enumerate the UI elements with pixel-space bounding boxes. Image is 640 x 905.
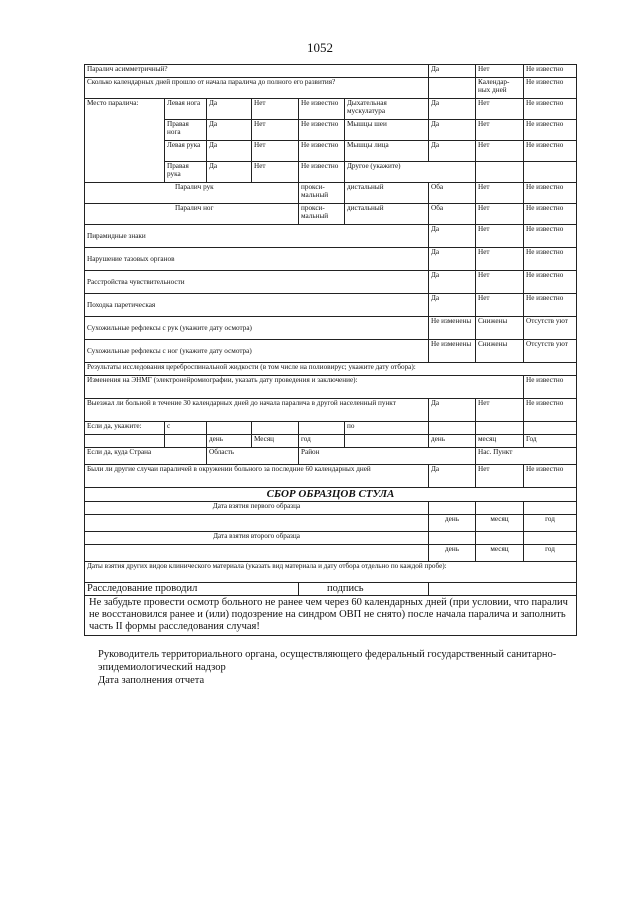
option-no[interactable]: Нет [476, 248, 524, 271]
row-second-sample [85, 532, 577, 545]
option-unknown[interactable]: Не известно [524, 399, 577, 422]
option-yes[interactable]: Да [429, 99, 476, 120]
label-day: день [429, 515, 476, 532]
option-both[interactable]: Оба [429, 183, 476, 204]
first-sample-day[interactable] [429, 502, 476, 515]
option-unknown[interactable]: Не известно [524, 183, 577, 204]
label-district: Район [299, 448, 476, 465]
label-other: Другое (укажите) [345, 162, 476, 183]
blank-cell [85, 515, 429, 532]
option-unknown[interactable]: Не известно [524, 294, 577, 317]
row-travel-dates [85, 422, 577, 435]
option-absent[interactable]: Отсутств уют [524, 317, 577, 340]
option-unchanged[interactable]: Не изменены [429, 317, 476, 340]
label-day: день [429, 545, 476, 562]
option-absent[interactable]: Отсутств уют [524, 340, 577, 363]
investigation-form-table [84, 64, 577, 636]
option-unknown[interactable]: Не известно [299, 120, 345, 141]
option-proximal[interactable]: прокси-мальный [299, 183, 345, 204]
label-second-sample: Дата взятия второго образца [85, 532, 429, 545]
label-region: Область [207, 448, 299, 465]
option-unknown[interactable]: Не известно [299, 162, 345, 183]
option-no[interactable]: Нет [476, 465, 524, 488]
label-day: день [207, 435, 252, 448]
label-year: год [299, 435, 345, 448]
option-distal[interactable]: дистальный [345, 183, 429, 204]
row-first-sample [85, 502, 577, 515]
option-no[interactable]: Нет [476, 99, 524, 120]
label-day: день [429, 435, 476, 448]
row-reflex-legs [85, 340, 577, 363]
label-month: месяц [476, 435, 524, 448]
option-yes[interactable]: Да [429, 120, 476, 141]
second-sample-day[interactable] [429, 532, 476, 545]
label-to: по [345, 422, 429, 435]
option-reduced[interactable]: Снижены [476, 340, 524, 363]
blank-cell [85, 435, 165, 448]
section-stool-title: СБОР ОБРАЗЦОВ СТУЛА [85, 488, 577, 502]
label-from: с [165, 422, 207, 435]
option-no[interactable]: Нет [476, 120, 524, 141]
option-no[interactable]: Нет [476, 183, 524, 204]
option-no[interactable]: Нет [252, 99, 299, 120]
label-signature: подпись [299, 583, 429, 596]
label-sensory: Расстройства чувствительности [85, 271, 429, 294]
option-unknown[interactable]: Не известно [524, 99, 577, 120]
option-reduced[interactable]: Снижены [476, 317, 524, 340]
row-traveled [85, 399, 577, 422]
row-travel-where [85, 448, 577, 465]
date-from-day[interactable] [207, 422, 252, 435]
label-where-country: Если да, куда Страна [85, 448, 207, 465]
option-unknown[interactable]: Не известно [524, 141, 577, 162]
option-yes[interactable]: Да [429, 294, 476, 317]
date-to-month[interactable] [476, 422, 524, 435]
option-proximal[interactable]: прокси-мальный [299, 204, 345, 225]
label-month: месяц [476, 515, 524, 532]
option-yes[interactable]: Да [429, 225, 476, 248]
option-yes[interactable]: Да [429, 141, 476, 162]
option-no[interactable]: Нет [476, 271, 524, 294]
option-no[interactable]: Нет [476, 65, 524, 78]
option-no[interactable]: Нет [252, 162, 299, 183]
option-no[interactable]: Нет [476, 399, 524, 422]
option-yes[interactable]: Да [207, 141, 252, 162]
option-distal[interactable]: дистальный [345, 204, 429, 225]
label-year: Год [524, 435, 577, 448]
option-unknown[interactable]: Не известно [524, 78, 577, 99]
row-pyramidal [85, 225, 577, 248]
option-unknown[interactable]: Не известно [299, 99, 345, 120]
date-to-day[interactable] [429, 422, 476, 435]
row-arms-paralysis [85, 183, 577, 204]
row-other-material [85, 562, 577, 583]
option-yes[interactable]: Да [207, 120, 252, 141]
reminder-text: Не забудьте провести осмотр больного не ранее чем через 60 календарных дней (при условии, что паралич не восстановился ранее и (или) подозрение на синдром ОВП не снято) после начала паралича и заполнить часть II формы расследования случая! [85, 596, 577, 636]
row-second-sample-labels [85, 545, 577, 562]
page-number: 1052 [307, 40, 333, 55]
option-unknown[interactable]: Не известно [524, 225, 577, 248]
row-days-to-full [85, 78, 577, 99]
label-reflex-arms: Сухожильные рефлексы с рук (укажите дату осмотра) [85, 317, 429, 340]
option-yes[interactable]: Да [429, 465, 476, 488]
label-asymmetric: Паралич асимметричный? [85, 65, 429, 78]
option-unknown[interactable]: Не известно [524, 376, 577, 399]
option-unknown[interactable]: Не известно [524, 204, 577, 225]
label-if-yes: Если да, укажите: [85, 422, 165, 435]
row-other-cases [85, 465, 577, 488]
first-sample-year[interactable] [524, 502, 577, 515]
label-year: год [524, 545, 577, 562]
label-enmg: Изменения на ЭНМГ (электронейромиографии, указать дату проведения и заключение): [85, 376, 524, 399]
option-unknown[interactable]: Не известно [524, 65, 577, 78]
option-unchanged[interactable]: Не изменены [429, 340, 476, 363]
date-to-year[interactable] [524, 422, 577, 435]
date-from-year[interactable] [299, 422, 345, 435]
option-yes[interactable]: Да [429, 65, 476, 78]
footer-date-label: Дата заполнения отчета [98, 675, 205, 686]
other-input-cell[interactable] [524, 162, 577, 183]
option-no[interactable]: Нет [252, 120, 299, 141]
label-arms-paralysis: Паралич рук [85, 183, 299, 204]
label-other-material: Даты взятия других видов клинического материала (указать вид материала и дату отбора отдельно по каждой пробе): [85, 562, 577, 583]
other-input-cell[interactable] [476, 162, 524, 183]
option-unknown[interactable]: Не известно [299, 141, 345, 162]
second-sample-year[interactable] [524, 532, 577, 545]
label-pelvic: Нарушение тазовых органов [85, 248, 429, 271]
row-enmg [85, 376, 577, 399]
label-left-arm: Левая рука [165, 141, 207, 162]
label-left-leg: Левая нога [165, 99, 207, 120]
option-unknown[interactable]: Не известно [524, 465, 577, 488]
option-yes[interactable]: Да [207, 99, 252, 120]
label-traveled: Выезжал ли больной в течение 30 календарных дней до начала паралича в другой населенный пункт [85, 399, 429, 422]
label-calendar-days: Календар-ных дней [476, 78, 524, 99]
label-investigator: Расследование проводил [85, 583, 299, 596]
label-month: месяц [476, 545, 524, 562]
label-csf: Результаты исследования цереброспинальной жидкости (в том числе на полиовирус; укажите дату отбора): [85, 363, 577, 376]
blank-cell [345, 435, 429, 448]
option-unknown[interactable]: Не известно [524, 120, 577, 141]
row-section-stool [85, 488, 577, 502]
label-reflex-legs: Сухожильные рефлексы с ног (укажите дату осмотра) [85, 340, 429, 363]
footer [98, 648, 578, 687]
label-right-leg: Правая нога [165, 120, 207, 141]
row-travel-date-labels [85, 435, 577, 448]
label-month: Месяц [252, 435, 299, 448]
label-first-sample: Дата взятия первого образца [85, 502, 429, 515]
blank-cell [85, 545, 429, 562]
label-right-arm: Правая рука [165, 162, 207, 183]
option-yes[interactable]: Да [429, 271, 476, 294]
option-both[interactable]: Оба [429, 204, 476, 225]
option-unknown[interactable]: Не известно [524, 271, 577, 294]
label-other-cases: Были ли другие случаи параличей в окружении больного за последние 60 календарных дней [85, 465, 429, 488]
option-unknown[interactable]: Не известно [524, 248, 577, 271]
option-no[interactable]: Нет [252, 141, 299, 162]
option-no[interactable]: Нет [476, 294, 524, 317]
label-year: год [524, 515, 577, 532]
option-no[interactable]: Нет [476, 141, 524, 162]
option-yes[interactable]: Да [207, 162, 252, 183]
option-no[interactable]: Нет [476, 204, 524, 225]
label-settlement: Нас. Пункт [476, 448, 577, 465]
row-reflex-arms [85, 317, 577, 340]
row-sensory [85, 271, 577, 294]
footer-head-title: Руководитель территориального органа, осуществляющего федеральный государственный санитарно-эпидемиологический надзор [98, 649, 557, 673]
label-respiratory: Дыхательная мускулатура [345, 99, 429, 120]
option-yes[interactable]: Да [429, 399, 476, 422]
option-yes[interactable]: Да [429, 248, 476, 271]
row-investigator [85, 583, 577, 596]
row-left-leg [85, 99, 577, 120]
row-first-sample-labels [85, 515, 577, 532]
label-neck: Мышцы шеи [345, 120, 429, 141]
row-pelvic [85, 248, 577, 271]
row-asymmetric [85, 65, 577, 78]
label-days-to-full: Сколько календарных дней прошло от начала паралича до полного его развития? [85, 78, 429, 99]
label-legs-paralysis: Паралич ног [85, 204, 299, 225]
row-csf [85, 363, 577, 376]
label-face: Мышцы лица [345, 141, 429, 162]
label-place: Место паралича: [85, 99, 165, 183]
first-sample-month[interactable] [476, 502, 524, 515]
blank-cell [165, 435, 207, 448]
days-input-cell[interactable] [429, 78, 476, 99]
signature-input-cell[interactable] [429, 583, 577, 596]
label-pyramidal: Пирамидные знаки [85, 225, 429, 248]
row-reminder [85, 596, 577, 636]
label-gait: Походка паретическая [85, 294, 429, 317]
second-sample-month[interactable] [476, 532, 524, 545]
option-no[interactable]: Нет [476, 225, 524, 248]
row-gait [85, 294, 577, 317]
row-legs-paralysis [85, 204, 577, 225]
date-from-month[interactable] [252, 422, 299, 435]
